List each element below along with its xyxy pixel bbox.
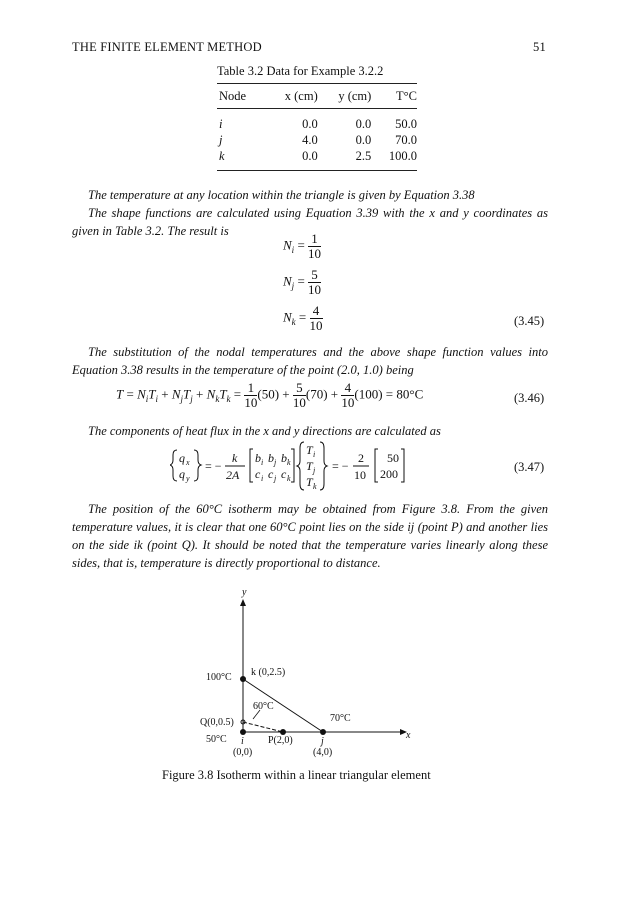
node-i: [240, 729, 246, 735]
svg-text:T: T: [306, 443, 313, 457]
label-T-k: 100°C: [206, 672, 232, 683]
page-number: 51: [533, 40, 546, 54]
svg-text:c: c: [281, 467, 287, 481]
cell-temp: 100.0: [371, 148, 417, 171]
cell-node: k: [217, 148, 264, 171]
header-x: x (cm): [264, 84, 318, 109]
svg-text:b: b: [255, 451, 261, 465]
cell-x: 0.0: [264, 148, 318, 171]
label-j: j: [321, 736, 324, 747]
svg-text:c: c: [268, 467, 274, 481]
svg-text:j: j: [274, 474, 277, 483]
equation-number-3-47: (3.47): [514, 460, 545, 474]
label-60C: 60°C: [253, 701, 274, 712]
cell-y: 0.0: [355, 133, 372, 147]
flux-ratio-num: 2: [358, 451, 364, 465]
paragraph-3: The substitution of the nodal temperatures and the above shape function values into Equation 3.38 results in the temperature of the point (2.0, 1.0) being: [72, 345, 548, 377]
cell-temp: 70.0: [395, 133, 417, 147]
header-node: Node: [217, 84, 264, 109]
paragraph-2: The shape functions are calculated using Equation 3.39 with the x and y coordinates as given in Table 3.2. The result is: [72, 206, 548, 238]
cell-node: i: [219, 117, 223, 131]
cell-node: j: [219, 133, 223, 147]
fraction: $\frac{5}{10}$: [308, 267, 322, 297]
fraction: $\frac{4}{10}$: [341, 380, 355, 410]
table-row: [217, 109, 417, 133]
svg-text:k: k: [287, 458, 291, 467]
fraction: $\frac{1}{10}$: [308, 231, 322, 261]
equation-Nk: $N_k$ = $\frac{4}{10}$: [283, 303, 323, 333]
running-header-title: THE FINITE ELEMENT METHOD: [72, 40, 262, 54]
svg-text:j: j: [313, 466, 316, 475]
x-axis-label: x: [406, 730, 411, 741]
paragraph-5: The position of the 60°C isotherm may be obtained from Figure 3.8. From the given temperature values, it is clear that one 60°C point lies on the side ij (point P) and another lies on the side ik (point Q). It should be noted that the temperature varies linearly along these sides, that is, temperature is directly proportional to distance.: [72, 502, 548, 570]
table-row: [217, 148, 417, 171]
figure-isotherm: [190, 585, 430, 765]
cell-x: 4.0: [302, 133, 318, 147]
equation-temperature: $T = N_iT_i + N_jT_j + N_kT_k$ = $\frac{1}{10}$ (50) + $\frac{5}{10}$ (70) + $\frac{4}{10}$ (100) = 80°C: [116, 380, 424, 410]
label-k: k (0,2.5): [251, 667, 286, 678]
header-y: y (cm): [318, 84, 372, 109]
equation-number-3-46: (3.46): [514, 391, 545, 405]
flux-2A: 2A: [226, 468, 240, 482]
equation-Nj: $N_j$ = $\frac{5}{10}$: [283, 267, 322, 297]
equation-Ni: $N_i$ = $\frac{1}{10}$: [283, 231, 322, 261]
cell-x: 0.0: [302, 117, 318, 131]
cell-y: 2.5: [318, 148, 372, 171]
svg-text:y: y: [186, 474, 190, 483]
label-i-coord: (0,0): [233, 747, 253, 758]
flux-equals: = −: [205, 459, 222, 473]
label-70C: 70°C: [330, 713, 351, 724]
svg-text:i: i: [261, 474, 264, 483]
svg-text:x: x: [186, 458, 190, 467]
svg-text:k: k: [287, 474, 291, 483]
paragraph-4: The components of heat flux in the x and y directions are calculated as: [88, 424, 441, 438]
node-k: [240, 676, 246, 682]
fraction: $\frac{5}{10}$: [292, 380, 306, 410]
table-row: [217, 132, 417, 148]
isotherm-60: [243, 722, 283, 732]
label-j-coord: (4,0): [313, 747, 333, 758]
flux-equals-2: = −: [332, 459, 349, 473]
svg-text:b: b: [268, 451, 274, 465]
node-j: [320, 729, 326, 735]
equation-number-3-45: (3.45): [514, 314, 545, 328]
data-table: [217, 83, 417, 171]
svg-text:q: q: [179, 451, 185, 465]
header-temp: T°C: [371, 84, 417, 109]
label-i: i: [241, 736, 244, 747]
svg-text:b: b: [281, 451, 287, 465]
label-Q: Q(0,0.5): [200, 717, 234, 728]
figure-caption: Figure 3.8 Isotherm within a linear triangular element: [162, 768, 431, 782]
svg-text:i: i: [313, 450, 316, 459]
fraction: $\frac{4}{10}$: [309, 303, 323, 333]
svg-text:q: q: [179, 467, 185, 481]
y-axis-label: y: [242, 587, 247, 598]
equation-heat-flux: [170, 440, 450, 492]
svg-text:i: i: [261, 458, 264, 467]
table-header-row: [217, 84, 417, 109]
svg-text:c: c: [255, 467, 261, 481]
label-P: P(2,0): [268, 735, 293, 746]
svg-text:k: k: [313, 482, 317, 491]
table-caption: Table 3.2 Data for Example 3.2.2: [217, 64, 384, 78]
flux-result-2: 200: [380, 467, 398, 481]
cell-y: 0.0: [355, 117, 372, 131]
label-T-i: 50°C: [206, 734, 227, 745]
paragraph-1: The temperature at any location within the triangle is given by Equation 3.38: [88, 188, 475, 202]
svg-text:T: T: [306, 475, 313, 489]
flux-ratio-den: 10: [354, 468, 366, 482]
svg-text:T: T: [306, 459, 313, 473]
fraction: $\frac{1}{10}$: [244, 380, 258, 410]
flux-k: k: [232, 451, 238, 465]
svg-text:j: j: [274, 458, 277, 467]
flux-result-1: 50: [387, 451, 399, 465]
cell-temp: 50.0: [395, 117, 417, 131]
